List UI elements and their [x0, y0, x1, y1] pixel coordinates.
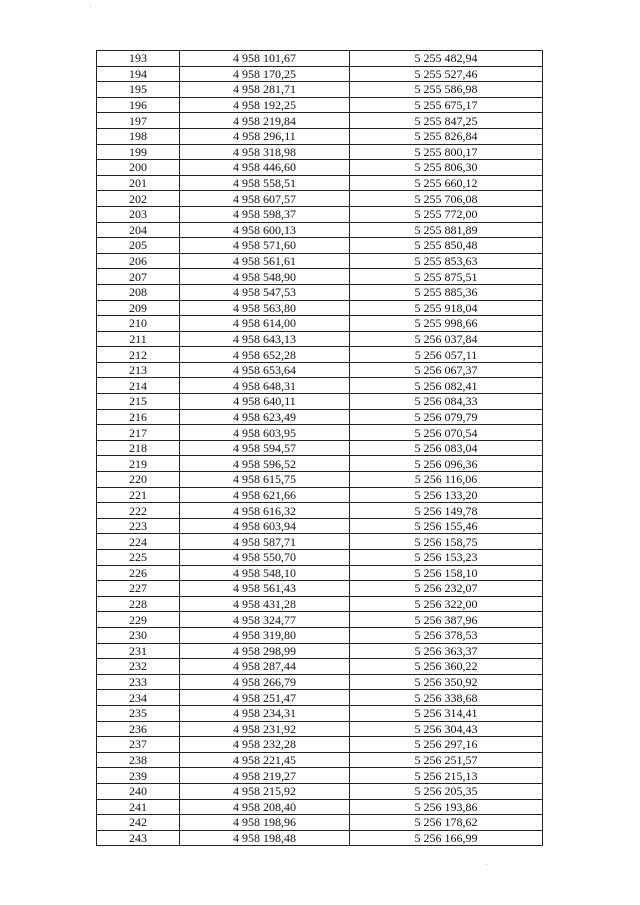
table-row: [97, 534, 543, 550]
y-coordinate-cell: 5 256 304,43: [350, 721, 543, 737]
point-number-cell: 201: [97, 175, 180, 191]
y-coordinate-cell: 5 256 096,36: [350, 456, 543, 472]
table-row: [97, 222, 543, 238]
y-coordinate-cell: 5 256 378,53: [350, 627, 543, 643]
y-coordinate-cell: 5 255 881,89: [350, 222, 543, 238]
table-row: [97, 768, 543, 784]
y-coordinate-cell: 5 255 847,25: [350, 113, 543, 129]
y-coordinate-cell: 5 256 193,86: [350, 799, 543, 815]
point-number-cell: 213: [97, 362, 180, 378]
y-coordinate-cell: 5 255 875,51: [350, 269, 543, 285]
x-coordinate-cell: 4 958 101,67: [180, 51, 350, 67]
y-coordinate-cell: 5 256 166,99: [350, 830, 543, 846]
x-coordinate-cell: 4 958 594,57: [180, 440, 350, 456]
table-row: [97, 51, 543, 67]
x-coordinate-cell: 4 958 652,28: [180, 347, 350, 363]
x-coordinate-cell: 4 958 266,79: [180, 674, 350, 690]
point-number-cell: 240: [97, 783, 180, 799]
point-number-cell: 203: [97, 206, 180, 222]
point-number-cell: 200: [97, 160, 180, 176]
x-coordinate-cell: 4 958 563,80: [180, 300, 350, 316]
table-row: [97, 331, 543, 347]
x-coordinate-cell: 4 958 234,31: [180, 705, 350, 721]
point-number-cell: 220: [97, 472, 180, 488]
y-coordinate-cell: 5 256 387,96: [350, 612, 543, 628]
x-coordinate-cell: 4 958 548,90: [180, 269, 350, 285]
y-coordinate-cell: 5 256 338,68: [350, 690, 543, 706]
point-number-cell: 209: [97, 300, 180, 316]
table-row: [97, 362, 543, 378]
table-row: [97, 737, 543, 753]
table-row: [97, 721, 543, 737]
table-row: [97, 253, 543, 269]
y-coordinate-cell: 5 256 251,57: [350, 752, 543, 768]
y-coordinate-cell: 5 256 205,35: [350, 783, 543, 799]
x-coordinate-cell: 4 958 219,27: [180, 768, 350, 784]
x-coordinate-cell: 4 958 616,32: [180, 503, 350, 519]
y-coordinate-cell: 5 256 153,23: [350, 550, 543, 566]
point-number-cell: 229: [97, 612, 180, 628]
point-number-cell: 217: [97, 425, 180, 441]
table-row: [97, 82, 543, 98]
table-row: [97, 581, 543, 597]
coordinates-table: [96, 50, 543, 846]
point-number-cell: 193: [97, 51, 180, 67]
y-coordinate-cell: 5 255 850,48: [350, 238, 543, 254]
x-coordinate-cell: 4 958 251,47: [180, 690, 350, 706]
y-coordinate-cell: 5 255 482,94: [350, 51, 543, 67]
y-coordinate-cell: 5 256 155,46: [350, 518, 543, 534]
x-coordinate-cell: 4 958 550,70: [180, 550, 350, 566]
y-coordinate-cell: 5 256 070,54: [350, 425, 543, 441]
y-coordinate-cell: 5 256 350,92: [350, 674, 543, 690]
x-coordinate-cell: 4 958 547,53: [180, 284, 350, 300]
x-coordinate-cell: 4 958 319,80: [180, 627, 350, 643]
point-number-cell: 228: [97, 596, 180, 612]
y-coordinate-cell: 5 255 772,00: [350, 206, 543, 222]
point-number-cell: 222: [97, 503, 180, 519]
table-row: [97, 487, 543, 503]
table-row: [97, 191, 543, 207]
table-row: [97, 815, 543, 831]
x-coordinate-cell: 4 958 232,28: [180, 737, 350, 753]
point-number-cell: 202: [97, 191, 180, 207]
y-coordinate-cell: 5 256 158,10: [350, 565, 543, 581]
table-row: [97, 440, 543, 456]
point-number-cell: 212: [97, 347, 180, 363]
point-number-cell: 207: [97, 269, 180, 285]
x-coordinate-cell: 4 958 198,48: [180, 830, 350, 846]
point-number-cell: 223: [97, 518, 180, 534]
point-number-cell: 241: [97, 799, 180, 815]
x-coordinate-cell: 4 958 221,45: [180, 752, 350, 768]
y-coordinate-cell: 5 255 826,84: [350, 128, 543, 144]
point-number-cell: 206: [97, 253, 180, 269]
x-coordinate-cell: 4 958 318,98: [180, 144, 350, 160]
y-coordinate-cell: 5 256 057,11: [350, 347, 543, 363]
table-row: [97, 596, 543, 612]
table-row: [97, 799, 543, 815]
point-number-cell: 196: [97, 97, 180, 113]
x-coordinate-cell: 4 958 548,10: [180, 565, 350, 581]
table-row: [97, 347, 543, 363]
x-coordinate-cell: 4 958 607,57: [180, 191, 350, 207]
x-coordinate-cell: 4 958 603,95: [180, 425, 350, 441]
scan-speck: [90, 6, 91, 7]
point-number-cell: 237: [97, 737, 180, 753]
coordinates-table-body: [97, 51, 543, 846]
x-coordinate-cell: 4 958 281,71: [180, 82, 350, 98]
point-number-cell: 195: [97, 82, 180, 98]
point-number-cell: 198: [97, 128, 180, 144]
table-row: [97, 472, 543, 488]
x-coordinate-cell: 4 958 603,94: [180, 518, 350, 534]
y-coordinate-cell: 5 255 800,17: [350, 144, 543, 160]
y-coordinate-cell: 5 256 215,13: [350, 768, 543, 784]
point-number-cell: 221: [97, 487, 180, 503]
x-coordinate-cell: 4 958 615,75: [180, 472, 350, 488]
y-coordinate-cell: 5 255 918,04: [350, 300, 543, 316]
point-number-cell: 225: [97, 550, 180, 566]
y-coordinate-cell: 5 256 133,20: [350, 487, 543, 503]
table-row: [97, 456, 543, 472]
table-row: [97, 300, 543, 316]
table-row: [97, 659, 543, 675]
x-coordinate-cell: 4 958 561,43: [180, 581, 350, 597]
point-number-cell: 231: [97, 643, 180, 659]
y-coordinate-cell: 5 256 067,37: [350, 362, 543, 378]
y-coordinate-cell: 5 256 082,41: [350, 378, 543, 394]
y-coordinate-cell: 5 256 084,33: [350, 394, 543, 410]
table-row: [97, 113, 543, 129]
y-coordinate-cell: 5 256 037,84: [350, 331, 543, 347]
x-coordinate-cell: 4 958 571,60: [180, 238, 350, 254]
x-coordinate-cell: 4 958 614,00: [180, 316, 350, 332]
table-row: [97, 518, 543, 534]
table-row: [97, 66, 543, 82]
point-number-cell: 224: [97, 534, 180, 550]
point-number-cell: 226: [97, 565, 180, 581]
point-number-cell: 242: [97, 815, 180, 831]
x-coordinate-cell: 4 958 219,84: [180, 113, 350, 129]
table-row: [97, 674, 543, 690]
x-coordinate-cell: 4 958 621,66: [180, 487, 350, 503]
point-number-cell: 205: [97, 238, 180, 254]
x-coordinate-cell: 4 958 170,25: [180, 66, 350, 82]
point-number-cell: 194: [97, 66, 180, 82]
table-row: [97, 175, 543, 191]
table-row: [97, 830, 543, 846]
y-coordinate-cell: 5 256 314,41: [350, 705, 543, 721]
y-coordinate-cell: 5 255 885,36: [350, 284, 543, 300]
point-number-cell: 243: [97, 830, 180, 846]
point-number-cell: 236: [97, 721, 180, 737]
y-coordinate-cell: 5 256 149,78: [350, 503, 543, 519]
x-coordinate-cell: 4 958 648,31: [180, 378, 350, 394]
x-coordinate-cell: 4 958 653,64: [180, 362, 350, 378]
table-row: [97, 550, 543, 566]
point-number-cell: 218: [97, 440, 180, 456]
x-coordinate-cell: 4 958 640,11: [180, 394, 350, 410]
y-coordinate-cell: 5 256 079,79: [350, 409, 543, 425]
y-coordinate-cell: 5 256 232,07: [350, 581, 543, 597]
y-coordinate-cell: 5 255 586,98: [350, 82, 543, 98]
point-number-cell: 197: [97, 113, 180, 129]
x-coordinate-cell: 4 958 561,61: [180, 253, 350, 269]
y-coordinate-cell: 5 255 706,08: [350, 191, 543, 207]
x-coordinate-cell: 4 958 215,92: [180, 783, 350, 799]
table-row: [97, 238, 543, 254]
x-coordinate-cell: 4 958 623,49: [180, 409, 350, 425]
y-coordinate-cell: 5 255 675,17: [350, 97, 543, 113]
point-number-cell: 238: [97, 752, 180, 768]
table-row: [97, 269, 543, 285]
x-coordinate-cell: 4 958 600,13: [180, 222, 350, 238]
y-coordinate-cell: 5 256 178,62: [350, 815, 543, 831]
x-coordinate-cell: 4 958 446,60: [180, 160, 350, 176]
x-coordinate-cell: 4 958 431,28: [180, 596, 350, 612]
y-coordinate-cell: 5 256 322,00: [350, 596, 543, 612]
table-row: [97, 409, 543, 425]
table-row: [97, 378, 543, 394]
point-number-cell: 211: [97, 331, 180, 347]
x-coordinate-cell: 4 958 231,92: [180, 721, 350, 737]
y-coordinate-cell: 5 256 158,75: [350, 534, 543, 550]
scan-speck: [486, 864, 487, 865]
table-row: [97, 425, 543, 441]
point-number-cell: 234: [97, 690, 180, 706]
y-coordinate-cell: 5 256 363,37: [350, 643, 543, 659]
table-row: [97, 627, 543, 643]
table-row: [97, 394, 543, 410]
x-coordinate-cell: 4 958 587,71: [180, 534, 350, 550]
y-coordinate-cell: 5 255 660,12: [350, 175, 543, 191]
point-number-cell: 215: [97, 394, 180, 410]
table-row: [97, 316, 543, 332]
y-coordinate-cell: 5 256 116,06: [350, 472, 543, 488]
y-coordinate-cell: 5 255 853,63: [350, 253, 543, 269]
table-row: [97, 503, 543, 519]
table-row: [97, 284, 543, 300]
point-number-cell: 219: [97, 456, 180, 472]
point-number-cell: 210: [97, 316, 180, 332]
y-coordinate-cell: 5 255 998,66: [350, 316, 543, 332]
y-coordinate-cell: 5 256 297,16: [350, 737, 543, 753]
y-coordinate-cell: 5 255 806,30: [350, 160, 543, 176]
point-number-cell: 230: [97, 627, 180, 643]
table-row: [97, 160, 543, 176]
y-coordinate-cell: 5 256 083,04: [350, 440, 543, 456]
point-number-cell: 232: [97, 659, 180, 675]
table-row: [97, 690, 543, 706]
point-number-cell: 235: [97, 705, 180, 721]
x-coordinate-cell: 4 958 596,52: [180, 456, 350, 472]
point-number-cell: 239: [97, 768, 180, 784]
x-coordinate-cell: 4 958 558,51: [180, 175, 350, 191]
point-number-cell: 214: [97, 378, 180, 394]
x-coordinate-cell: 4 958 192,25: [180, 97, 350, 113]
table-row: [97, 643, 543, 659]
table-row: [97, 565, 543, 581]
table-row: [97, 206, 543, 222]
x-coordinate-cell: 4 958 298,99: [180, 643, 350, 659]
y-coordinate-cell: 5 256 360,22: [350, 659, 543, 675]
point-number-cell: 233: [97, 674, 180, 690]
table-row: [97, 705, 543, 721]
point-number-cell: 216: [97, 409, 180, 425]
point-number-cell: 199: [97, 144, 180, 160]
x-coordinate-cell: 4 958 198,96: [180, 815, 350, 831]
point-number-cell: 204: [97, 222, 180, 238]
table-row: [97, 783, 543, 799]
point-number-cell: 208: [97, 284, 180, 300]
table-row: [97, 752, 543, 768]
x-coordinate-cell: 4 958 287,44: [180, 659, 350, 675]
table-row: [97, 128, 543, 144]
table-row: [97, 612, 543, 628]
table-row: [97, 97, 543, 113]
x-coordinate-cell: 4 958 324,77: [180, 612, 350, 628]
x-coordinate-cell: 4 958 598,37: [180, 206, 350, 222]
point-number-cell: 227: [97, 581, 180, 597]
x-coordinate-cell: 4 958 208,40: [180, 799, 350, 815]
x-coordinate-cell: 4 958 643,13: [180, 331, 350, 347]
y-coordinate-cell: 5 255 527,46: [350, 66, 543, 82]
table-row: [97, 144, 543, 160]
x-coordinate-cell: 4 958 296,11: [180, 128, 350, 144]
